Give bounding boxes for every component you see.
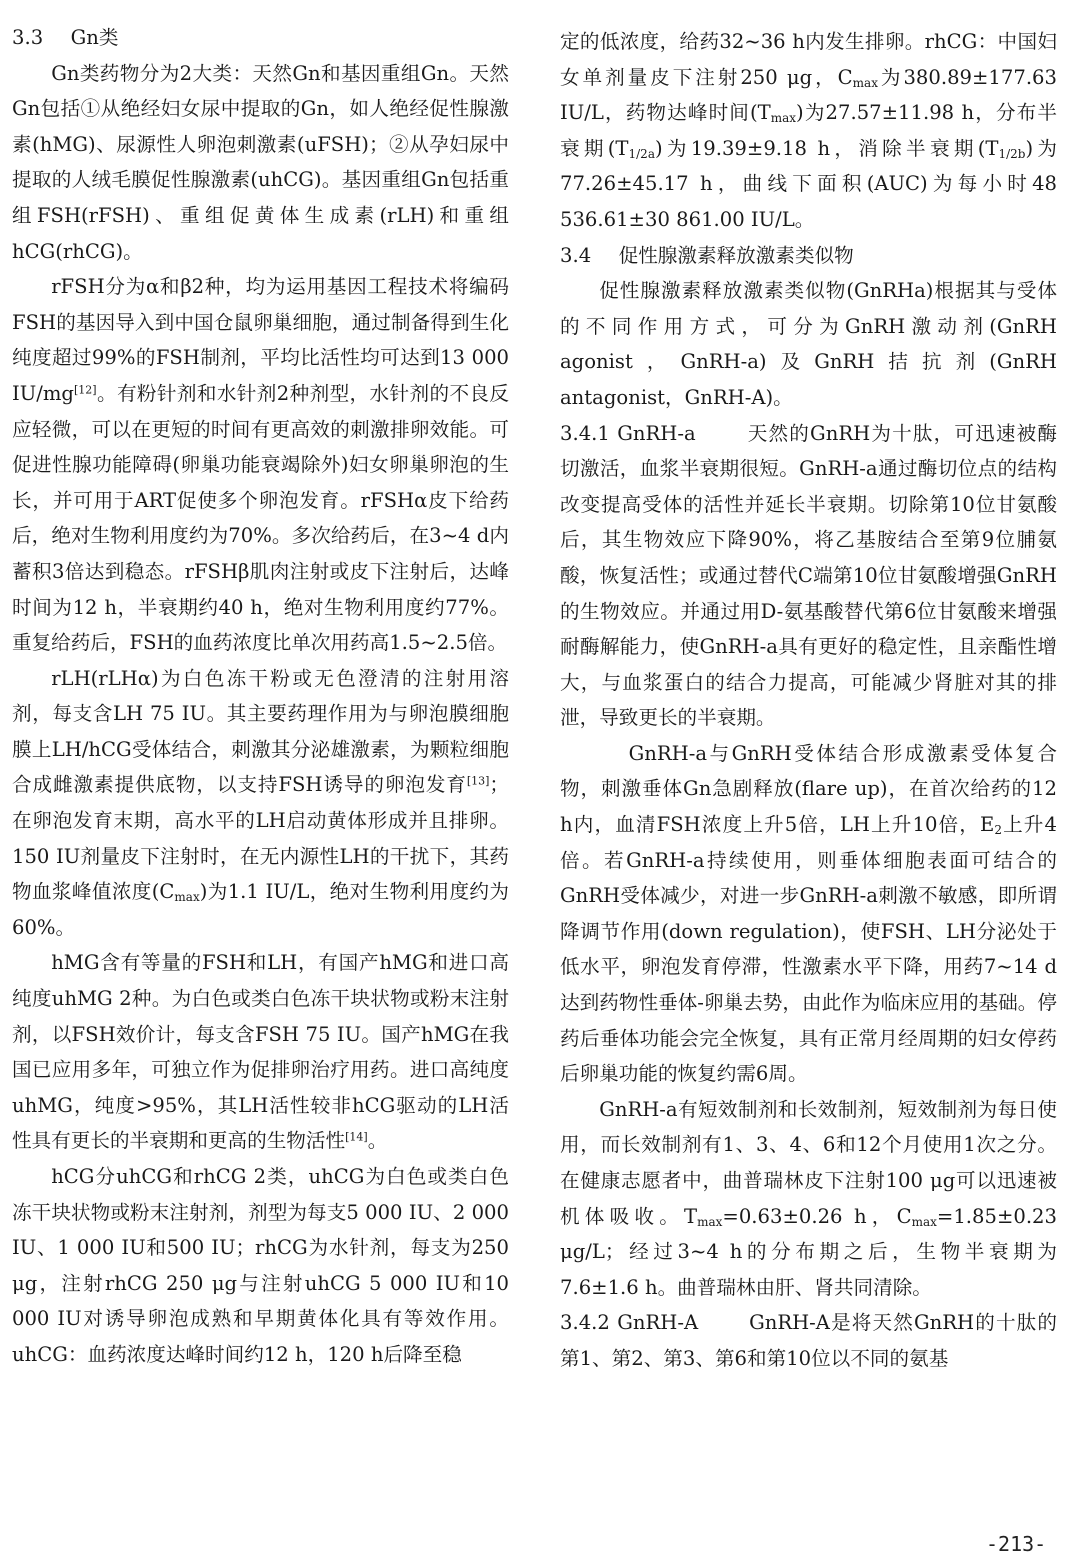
- paragraph-gnrha-intro: 促性腺激素释放激素类似物(GnRHa)根据其与受体的不同作用方式，可分为GnRH激动剂(GnRH agonist，GnRH-a)及GnRH拮抗剂(GnRH antagonist，GnRH-A)。: [560, 279, 1057, 409]
- subsection-3-4-2: 3.4.2 GnRH-A GnRH-A是将天然GnRH的十肽的第1、第2、第3、第6和第10位以不同的氨基: [560, 1311, 1058, 1370]
- section-heading-3-3: 3.3 Gn类: [12, 26, 119, 49]
- paragraph-hmg: hMG含有等量的FSH和LH，有国产hMG和进口高纯度uhMG 2种。为白色或类白色冻干块状物或粉末注射剂，以FSH效价计，每支含FSH 75 IU。国产hMG在我国已应用多年，可独立作为促排卵治疗用药。进口高纯度uhMG，纯度>95%，其LH活性较非hCG驱动的LH活性具有更长的半衰期和更高的生物活性[14]。: [12, 951, 509, 1153]
- left-column: [12, 20, 509, 1373]
- subsection-title: 3.4.1 GnRH-a: [560, 421, 696, 445]
- paragraph-rfsh: rFSH分为α和β2种，均为运用基因工程技术将编码FSH的基因导入到中国仓鼠卵巢细胞，通过制备得到生化纯度超过99%的FSH制剂，平均比活性均可达到13 000 IU/mg[12]。有粉针剂和水针剂2种剂型，水针剂的不良反应轻微，可以在更短的时间有更高效的刺激排卵效能。可促进性腺功能障碍(卵巢功能衰竭除外)妇女卵巢卵泡的生长，并可用于ART促使多个卵泡发育。rFSHα皮下给药后，绝对生物利用度约为70%。多次给药后，在3~4 d内蓄积3倍达到稳态。rFSHβ肌肉注射或皮下注射后，达峰时间为12 h，半衰期约40 h，绝对生物利用度约77%。重复给药后，FSH的血药浓度比单次用药高1.5~2.5倍。: [12, 275, 509, 655]
- citation-13: [13]: [466, 774, 490, 788]
- page-number: -213-: [986, 1532, 1047, 1556]
- subsection-3-4-1: 3.4.1 GnRH-a 天然的GnRH为十肽，可迅速被酶切激活，血浆半衰期很短。GnRH-a通过酶切位点的结构改变提高受体的活性并延长半衰期。切除第10位甘氨酸后，其生物效应下降90%，将乙基胺结合至第9位脯氨酸，恢复活性；或通过替代C端第10位甘氨酸增强GnRH的生物效应。并通过用D-氨基酸替代第6位甘氨酸来增强耐酶解能力，使GnRH-a具有更好的稳定性，且亲酯性增大，与血浆蛋白的结合力提高，可能减少肾脏对其的排泄，导致更长的半衰期。: [560, 421, 1057, 730]
- section-heading-3-4: 3.4 促性腺激素释放激素类似物: [560, 243, 854, 267]
- paragraph-flare-up: GnRH-a与GnRH受体结合形成激素受体复合物，刺激垂体Gn急剧释放(flare up)，在首次给药的12 h内，血清FSH浓度上升5倍，LH上升10倍，$E_2$上升4倍。若GnRH-a持续使用，则垂体细胞表面可结合的GnRH受体减少，对进一步GnRH-a刺激不敏感，即所谓降调节作用(down regulation)，使FSH、LH分泌处于低水平，卵泡发育停滞，性激素水平下降，用药7~14 d达到药物性垂体-卵巢去势，由此作为临床应用的基础。停药后垂体功能会完全恢复，具有正常月经周期的妇女停药后卵巢功能的恢复约需6周。: [560, 741, 1057, 1086]
- paragraph-rlh: rLH(rLHα)为白色冻干粉或无色澄清的注射用溶剂，每支含LH 75 IU。其主要药理作用为与卵泡膜细胞膜上LH/hCG受体结合，刺激其分泌雄激素，为颗粒细胞合成雌激素提供底物，以支持FSH诱导的卵泡发育[13]；在卵泡发育末期，高水平的LH启动黄体形成并且排卵。150 IU剂量皮下注射时，在无内源性LH的干扰下，其药物血浆峰值浓度$(C_{max})$为1.1 IU/L，绝对生物利用度约为60%。: [12, 666, 509, 939]
- right-column: [560, 24, 1057, 1377]
- paragraph-hcg: hCG分uhCG和rhCG 2类，uhCG为白色或类白色冻干块状物或粉末注射剂，剂型为每支5 000 IU、2 000 IU、1 000 IU和500 IU；rhCG为水针剂，每支为250 μg，注射rhCG 250 μg与注射uhCG 5 000 IU和10 000 IU对诱导卵泡成熟和早期黄体化具有等效作用。uhCG：血药浓度达峰时间约12 h，120 h后降至稳: [12, 1165, 509, 1366]
- paragraph-hcg-continued: 定的低浓度，给药32~36 h内发生排卵。rhCG：中国妇女单剂量皮下注射250 μg，$C_{max}$为380.89±177.63 IU/L，药物达峰时间$(T_{max})$为27.57±11.98 h，分布半衰期$(T_{1/2a})$为19.39±9.18 h，消除半衰期$(T_{1/2b})$为77.26±45.17 h，曲线下面积(AUC)为每小时48 536.61±30 861.00 IU/L。: [560, 30, 1057, 231]
- paragraph-formulations: GnRH-a有短效制剂和长效制剂，短效制剂为每日使用，而长效制剂有1、3、4、6和12个月使用1次之分。在健康志愿者中，曲普瑞林皮下注射100 μg可以迅速被机体吸收。$T_{max}=0.63\pm 0.26$ h，$C_{max}=1.85\pm 0.23$ μg/L；经过3~4 h的分布期之后，生物半衰期为7.6±1.6 h。曲普瑞林由肝、肾共同清除。: [560, 1097, 1057, 1299]
- citation-14: [14]: [345, 1130, 368, 1144]
- subsection-title: 3.4.2 GnRH-A: [560, 1311, 699, 1335]
- citation-12: [12]: [73, 383, 97, 397]
- paragraph-gn-classes: Gn类药物分为2大类：天然Gn和基因重组Gn。天然Gn包括①从绝经妇女尿中提取的Gn，如人绝经促性腺激素(hMG)、尿源性人卵泡刺激素(uFSH)；②从孕妇尿中提取的人绒毛膜促性腺激素(uhCG)。基因重组Gn包括重组FSH(rFSH)、重组促黄体生成素(rLH)和重组hCG(rhCG)。: [12, 61, 509, 263]
